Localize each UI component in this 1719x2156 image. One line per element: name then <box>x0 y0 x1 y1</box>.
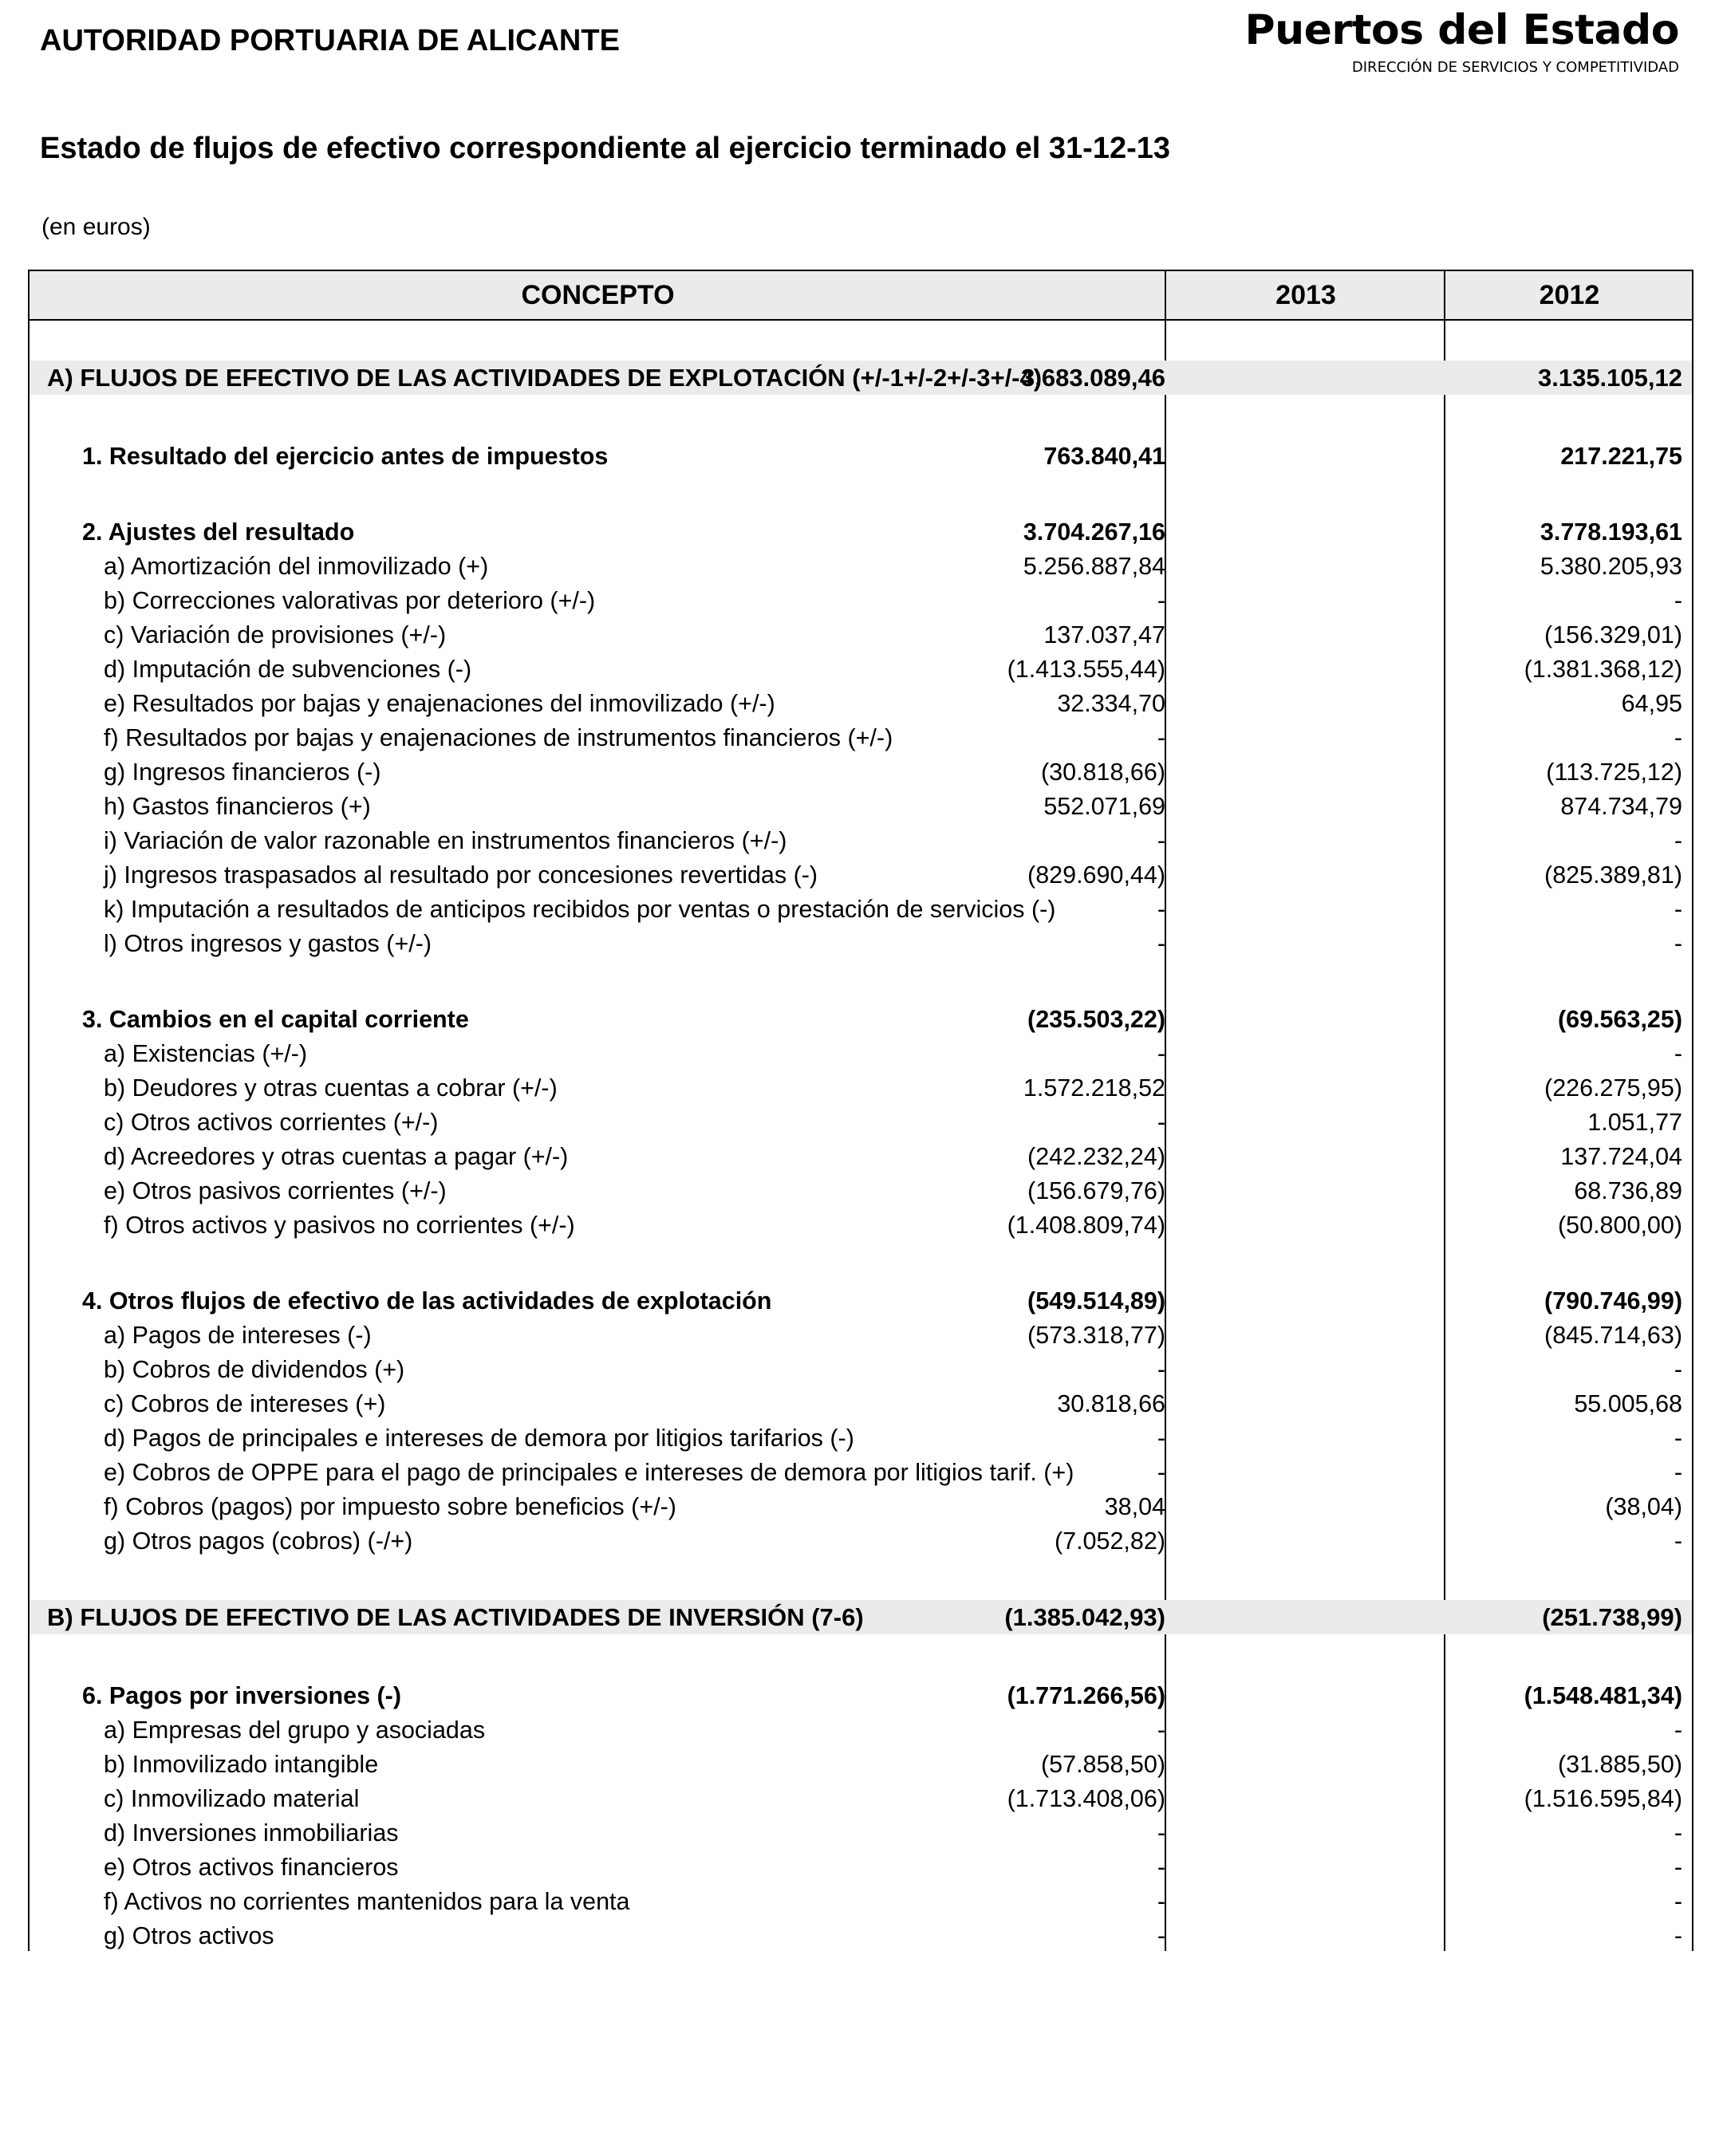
units-note: (en euros) <box>41 214 151 240</box>
table-row <box>30 721 1692 755</box>
row-label: e) Otros activos financieros <box>104 1854 399 1881</box>
table-row <box>30 893 1692 927</box>
row-label: b) Deudores y otras cuentas a cobrar (+/-) <box>104 1074 558 1102</box>
value-2012: - <box>1674 1888 1682 1915</box>
row-label: h) Gastos financieros (+) <box>104 793 371 820</box>
value-2012: 874.734,79 <box>1560 793 1682 820</box>
value-2012: (1.381.368,12) <box>1524 656 1682 683</box>
value-2013: (7.052,82) <box>1054 1527 1165 1555</box>
value-2012: - <box>1674 587 1682 614</box>
value-2012: (69.563,25) <box>1558 1006 1682 1033</box>
value-2012: (845.714,63) <box>1544 1322 1682 1349</box>
row-label: e) Cobros de OPPE para el pago de principales e intereses de demora por litigios tarif. (+) <box>104 1459 1074 1486</box>
subtotal-row <box>30 439 1692 474</box>
row-label: g) Otros activos <box>104 1922 274 1949</box>
document-title: Estado de flujos de efectivo correspondiente al ejercicio terminado el 31-12-13 <box>40 132 1171 165</box>
value-2012: 217.221,75 <box>1560 443 1682 470</box>
row-label: 1. Resultado del ejercicio antes de impuestos <box>82 443 609 470</box>
value-2013: 30.818,66 <box>1057 1390 1165 1417</box>
table-row <box>30 1782 1692 1816</box>
row-label: a) Existencias (+/-) <box>104 1040 308 1067</box>
value-2013: (156.679,76) <box>1027 1177 1165 1204</box>
table-row <box>30 1318 1692 1353</box>
row-label: c) Cobros de intereses (+) <box>104 1390 386 1417</box>
subtotal-row <box>30 515 1692 550</box>
table-row <box>30 1140 1692 1174</box>
value-2013: (235.503,22) <box>1027 1006 1165 1033</box>
value-2013: - <box>1157 1459 1165 1486</box>
value-2012: - <box>1674 930 1682 957</box>
value-2013: (1.413.555,44) <box>1007 656 1165 683</box>
table-row <box>30 858 1692 893</box>
row-label: a) Pagos de intereses (-) <box>104 1322 372 1349</box>
value-2012: (790.746,99) <box>1544 1287 1682 1314</box>
header-concepto: CONCEPTO <box>521 280 675 310</box>
subtotal-row <box>30 1679 1692 1713</box>
table-row <box>30 824 1692 858</box>
value-2012: 64,95 <box>1621 690 1682 717</box>
table-row <box>30 618 1692 652</box>
table-row <box>30 1421 1692 1456</box>
value-2013: (57.858,50) <box>1041 1751 1165 1778</box>
value-2013: (1.408.809,74) <box>1007 1212 1165 1239</box>
header-2012: 2012 <box>1539 280 1600 310</box>
value-2013: 32.334,70 <box>1057 690 1165 717</box>
value-2012: 1.051,77 <box>1587 1109 1682 1136</box>
table-row <box>30 584 1692 618</box>
value-2012: (50.800,00) <box>1558 1212 1682 1239</box>
row-label: f) Cobros (pagos) por impuesto sobre beneficios (+/-) <box>104 1493 676 1520</box>
value-2013: - <box>1157 1425 1165 1452</box>
table-row <box>30 652 1692 687</box>
value-2012: 68.736,89 <box>1574 1177 1682 1204</box>
value-2013: - <box>1157 896 1165 923</box>
subtotal-row <box>30 1284 1692 1318</box>
section-row <box>30 1600 1692 1634</box>
table-row <box>30 755 1692 790</box>
value-2012: (113.725,12) <box>1546 759 1682 786</box>
value-2013: - <box>1157 1922 1165 1949</box>
value-2012: 5.380.205,93 <box>1540 553 1682 580</box>
value-2012: 3.135.105,12 <box>1537 364 1682 392</box>
value-2012: - <box>1674 1425 1682 1452</box>
value-2013: (242.232,24) <box>1027 1143 1165 1170</box>
row-label: e) Otros pasivos corrientes (+/-) <box>104 1177 447 1204</box>
value-2013: (1.771.266,56) <box>1007 1682 1165 1709</box>
value-2013: (549.514,89) <box>1027 1287 1165 1314</box>
value-2013: - <box>1157 930 1165 957</box>
value-2013: - <box>1157 587 1165 614</box>
table-row <box>30 1851 1692 1885</box>
table-row <box>30 1816 1692 1851</box>
value-2013: (573.318,77) <box>1027 1322 1165 1349</box>
value-2012: (825.389,81) <box>1544 861 1682 889</box>
value-2013: 3.683.089,46 <box>1020 364 1165 392</box>
value-2013: - <box>1157 724 1165 751</box>
value-2013: - <box>1157 1854 1165 1881</box>
value-2013: 552.071,69 <box>1043 793 1165 820</box>
row-label: 3. Cambios en el capital corriente <box>82 1006 469 1033</box>
table-row <box>30 1490 1692 1524</box>
value-2013: 38,04 <box>1104 1493 1165 1520</box>
row-label: i) Variación de valor razonable en instrumentos financieros (+/-) <box>104 827 787 854</box>
value-2013: 1.572.218,52 <box>1023 1074 1165 1102</box>
value-2012: - <box>1674 1854 1682 1881</box>
row-label: c) Otros activos corrientes (+/-) <box>104 1109 439 1136</box>
row-label: a) Empresas del grupo y asociadas <box>104 1717 486 1744</box>
row-label: b) Inmovilizado intangible <box>104 1751 379 1778</box>
row-label: d) Pagos de principales e intereses de demora por litigios tarifarios (-) <box>104 1425 854 1452</box>
value-2012: - <box>1674 1922 1682 1949</box>
value-2012: - <box>1674 827 1682 854</box>
row-label: d) Acreedores y otras cuentas a pagar (+/-) <box>104 1143 569 1170</box>
value-2013: 5.256.887,84 <box>1023 553 1165 580</box>
cash-flow-table <box>28 270 1693 1951</box>
row-label: 2. Ajustes del resultado <box>82 518 355 546</box>
table-row <box>30 1387 1692 1421</box>
table-row <box>30 1208 1692 1243</box>
table-row <box>30 1071 1692 1106</box>
value-2012: - <box>1674 1356 1682 1383</box>
table-row <box>30 550 1692 584</box>
row-label: b) Cobros de dividendos (+) <box>104 1356 405 1383</box>
table-row <box>30 1037 1692 1071</box>
row-label: j) Ingresos traspasados al resultado por concesiones revertidas (-) <box>104 861 818 889</box>
value-2013: 137.037,47 <box>1043 621 1165 648</box>
row-label: f) Otros activos y pasivos no corrientes (+/-) <box>104 1212 575 1239</box>
value-2013: - <box>1157 1888 1165 1915</box>
table-row <box>30 1106 1692 1140</box>
value-2012: (1.516.595,84) <box>1524 1785 1682 1812</box>
row-label: A) FLUJOS DE EFECTIVO DE LAS ACTIVIDADES DE EXPLOTACIÓN (+/-1+/-2+/-3+/-4) <box>47 364 1043 392</box>
row-label: 4. Otros flujos de efectivo de las actividades de explotación <box>82 1287 772 1314</box>
value-2012: (226.275,95) <box>1544 1074 1682 1102</box>
value-2013: (1.385.042,93) <box>1004 1603 1165 1631</box>
table-row <box>30 790 1692 824</box>
row-label: b) Correcciones valorativas por deterioro (+/-) <box>104 587 596 614</box>
row-label: 6. Pagos por inversiones (-) <box>82 1682 401 1709</box>
value-2012: - <box>1674 1717 1682 1744</box>
row-label: e) Resultados por bajas y enajenaciones del inmovilizado (+/-) <box>104 690 775 717</box>
value-2012: 3.778.193,61 <box>1540 518 1682 546</box>
value-2013: (1.713.408,06) <box>1007 1785 1165 1812</box>
value-2013: - <box>1157 1109 1165 1136</box>
value-2012: - <box>1674 1040 1682 1067</box>
value-2013: 763.840,41 <box>1043 443 1165 470</box>
value-2013: (829.690,44) <box>1027 861 1165 889</box>
row-label: k) Imputación a resultados de anticipos recibidos por ventas o prestación de servicios (-) <box>104 896 1056 923</box>
value-2013: 3.704.267,16 <box>1023 518 1165 546</box>
value-2012: (38,04) <box>1605 1493 1682 1520</box>
value-2013: - <box>1157 1717 1165 1744</box>
value-2012: (156.329,01) <box>1544 621 1682 648</box>
subtotal-row <box>30 1003 1692 1037</box>
value-2012: (1.548.481,34) <box>1524 1682 1682 1709</box>
table-row <box>30 1456 1692 1490</box>
table-row <box>30 1713 1692 1748</box>
table-row <box>30 1353 1692 1387</box>
row-label: l) Otros ingresos y gastos (+/-) <box>104 930 432 957</box>
value-2012: 55.005,68 <box>1574 1390 1682 1417</box>
table-row <box>30 1885 1692 1919</box>
brand-title: Puertos del Estado <box>1244 6 1679 54</box>
row-label: f) Activos no corrientes mantenidos para la venta <box>104 1888 630 1915</box>
table-row <box>30 1524 1692 1559</box>
row-label: f) Resultados por bajas y enajenaciones de instrumentos financieros (+/-) <box>104 724 893 751</box>
header-2013: 2013 <box>1275 280 1336 310</box>
value-2013: - <box>1157 1819 1165 1847</box>
row-label: c) Inmovilizado material <box>104 1785 360 1812</box>
value-2013: - <box>1157 1356 1165 1383</box>
value-2013: - <box>1157 827 1165 854</box>
organization-name: AUTORIDAD PORTUARIA DE ALICANTE <box>40 24 620 57</box>
row-label: d) Inversiones inmobiliarias <box>104 1819 399 1847</box>
row-label: B) FLUJOS DE EFECTIVO DE LAS ACTIVIDADES DE INVERSIÓN (7-6) <box>47 1603 864 1631</box>
row-label: a) Amortización del inmovilizado (+) <box>104 553 489 580</box>
brand-logo <box>1245 6 1679 76</box>
section-row <box>30 361 1692 395</box>
table-header <box>30 271 1692 321</box>
value-2012: (31.885,50) <box>1558 1751 1682 1778</box>
value-2012: - <box>1674 1819 1682 1847</box>
row-label: d) Imputación de subvenciones (-) <box>104 656 472 683</box>
row-label: g) Otros pagos (cobros) (-/+) <box>104 1527 413 1555</box>
table-row <box>30 1748 1692 1782</box>
table-row <box>30 687 1692 721</box>
value-2012: - <box>1674 896 1682 923</box>
table-row <box>30 1919 1692 1953</box>
value-2012: - <box>1674 1459 1682 1486</box>
table-row <box>30 927 1692 961</box>
value-2012: - <box>1674 1527 1682 1555</box>
value-2012: (251.738,99) <box>1542 1603 1682 1631</box>
row-label: c) Variación de provisiones (+/-) <box>104 621 447 648</box>
value-2013: - <box>1157 1040 1165 1067</box>
value-2012: 137.724,04 <box>1560 1143 1682 1170</box>
brand-subtitle: DIRECCIÓN DE SERVICIOS Y COMPETITIVIDAD <box>1351 59 1679 76</box>
value-2013: (30.818,66) <box>1041 759 1165 786</box>
table-row <box>30 1174 1692 1208</box>
value-2012: - <box>1674 724 1682 751</box>
row-label: g) Ingresos financieros (-) <box>104 759 381 786</box>
